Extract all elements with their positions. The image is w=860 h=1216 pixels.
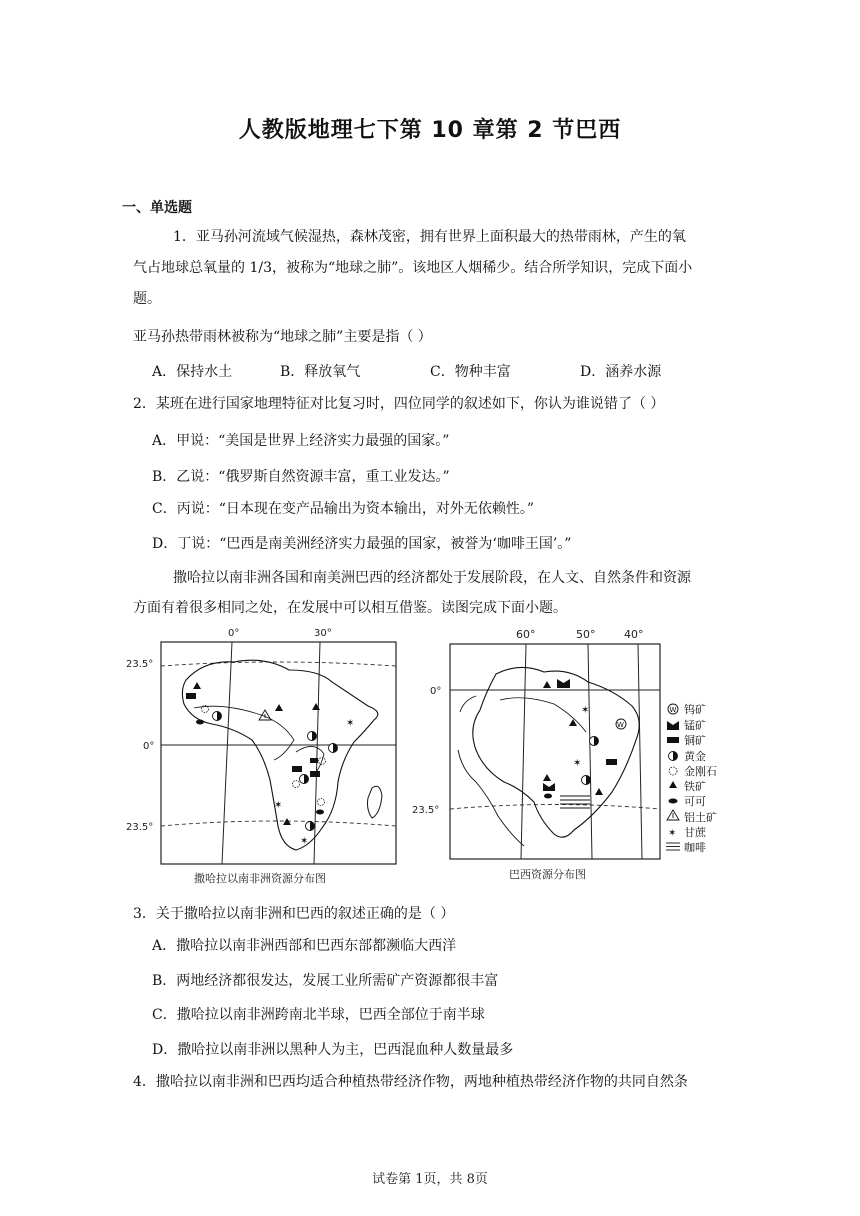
- legend-label-tungsten: 钨矿: [684, 703, 706, 716]
- svg-text:✶: ✶: [346, 718, 355, 729]
- q2-option-c: C．丙说：“日本现在变产品输出为资本输出，对外无依赖性。”: [152, 501, 535, 517]
- passage-line-1: 撒哈拉以南非洲各国和南美洲巴西的经济都处于发展阶段，在人文、自然条件和资源: [173, 570, 691, 586]
- q2-option-a: A．甲说：“美国是世界上经济实力最强的国家。”: [152, 433, 450, 449]
- legend-label-manganese: 锰矿: [684, 719, 706, 732]
- manganese-icon: [667, 721, 679, 730]
- q2-option-d: D．丁说：“巴西是南美洲经济实力最强的国家，被誉为‘咖啡王国’。”: [152, 536, 572, 552]
- diamond-icon: [669, 767, 677, 775]
- q3-option-d: D．撒哈拉以南非洲以黑种人为主，巴西混血种人数量最多: [152, 1042, 514, 1058]
- svg-text:W: W: [617, 721, 624, 729]
- africa-lon-label-0: 0°: [228, 628, 240, 639]
- africa-resource-map: [126, 628, 396, 885]
- africa-lon-label-30: 30°: [314, 628, 332, 639]
- q3-option-b: B．两地经济都很发达，发展工业所需矿产资源都很丰富: [152, 973, 499, 989]
- legend-label-diamond: 金刚石: [684, 765, 717, 778]
- q2-stem: 2．某班在进行国家地理特征对比复习时，四位同学的叙述如下，你认为谁说错了（ ）: [133, 396, 665, 412]
- legend-label-coffee: 咖啡: [684, 841, 706, 854]
- brazil-lat-label-equator: 0°: [430, 686, 442, 697]
- svg-text:✶: ✶: [300, 836, 309, 847]
- q1-intro-line-3: 题。: [133, 291, 161, 307]
- africa-map-caption: 撒哈拉以南非洲资源分布图: [194, 872, 326, 885]
- brazil-lon-label-50: 50°: [576, 628, 596, 641]
- passage-line-2: 方面有着很多相同之处，在发展中可以相互借鉴。读图完成下面小题。: [133, 600, 567, 616]
- page-footer: 试卷第 1页，共 8页: [372, 1172, 488, 1187]
- q1-option-c: C．物种丰富: [430, 364, 511, 380]
- q3-option-c: C．撒哈拉以南非洲跨南北半球，巴西全部位于南半球: [152, 1007, 485, 1023]
- svg-text:✶: ✶: [274, 800, 283, 811]
- brazil-resource-map: [412, 628, 660, 881]
- sugarcane-icon: ✶: [668, 828, 677, 839]
- resource-legend: [666, 702, 717, 854]
- q1-stem: 亚马孙热带雨林被称为“地球之肺”主要是指（ ）: [133, 329, 432, 345]
- brazil-lat-label-south: 23.5°: [412, 805, 440, 816]
- q3-option-a: A．撒哈拉以南非洲西部和巴西东部都濒临大西洋: [152, 938, 457, 954]
- q1-option-a: A．保持水土: [152, 364, 233, 380]
- brazil-lon-label-60: 60°: [516, 628, 536, 641]
- legend-label-sugarcane: 甘蔗: [684, 826, 706, 839]
- brazil-lon-label-40: 40°: [624, 628, 644, 641]
- section-heading: 一、单选题: [122, 200, 192, 216]
- svg-text:W: W: [669, 706, 677, 714]
- q4-stem: 4．撒哈拉以南非洲和巴西均适合种植热带经济作物，两地种植热带经济作物的共同自然条: [133, 1074, 688, 1090]
- legend-label-iron: 铁矿: [684, 780, 706, 793]
- legend-label-gold: 黄金: [684, 750, 706, 763]
- q2-option-b: B．乙说：“俄罗斯自然资源丰富，重工业发达。”: [152, 469, 450, 485]
- africa-lat-label-equator: 0°: [143, 741, 155, 752]
- cocoa-icon: [669, 799, 678, 804]
- page-title: 人教版地理七下第 10 章第 2 节巴西: [238, 118, 622, 143]
- iron-icon: [669, 781, 677, 788]
- resource-maps-figure: [124, 620, 717, 890]
- coffee-icon: [666, 843, 680, 850]
- legend-label-bauxite: 铝土矿: [684, 811, 717, 824]
- q1-option-b: B．释放氧气: [280, 364, 361, 380]
- africa-lat-label-north: 23.5°: [126, 659, 154, 670]
- svg-text:✶: ✶: [573, 758, 582, 769]
- q3-stem: 3．关于撒哈拉以南非洲和巴西的叙述正确的是（ ）: [133, 906, 455, 922]
- svg-text:✶: ✶: [581, 705, 590, 716]
- africa-lat-label-south: 23.5°: [126, 822, 154, 833]
- q1-option-d: D．涵养水源: [580, 364, 662, 380]
- legend-label-copper: 铜矿: [684, 734, 706, 747]
- copper-icon: [667, 737, 679, 743]
- q1-intro-line-1: 1．亚马孙河流域气候湿热，森林茂密，拥有世界上面积最大的热带雨林，产生的氧: [173, 229, 686, 245]
- brazil-map-caption: 巴西资源分布图: [509, 868, 586, 881]
- legend-label-cocoa: 可可: [684, 795, 706, 808]
- q1-intro-line-2: 气占地球总氧量的 1/3，被称为“地球之肺”。该地区人烟稀少。结合所学知识，完成下面小: [133, 260, 693, 276]
